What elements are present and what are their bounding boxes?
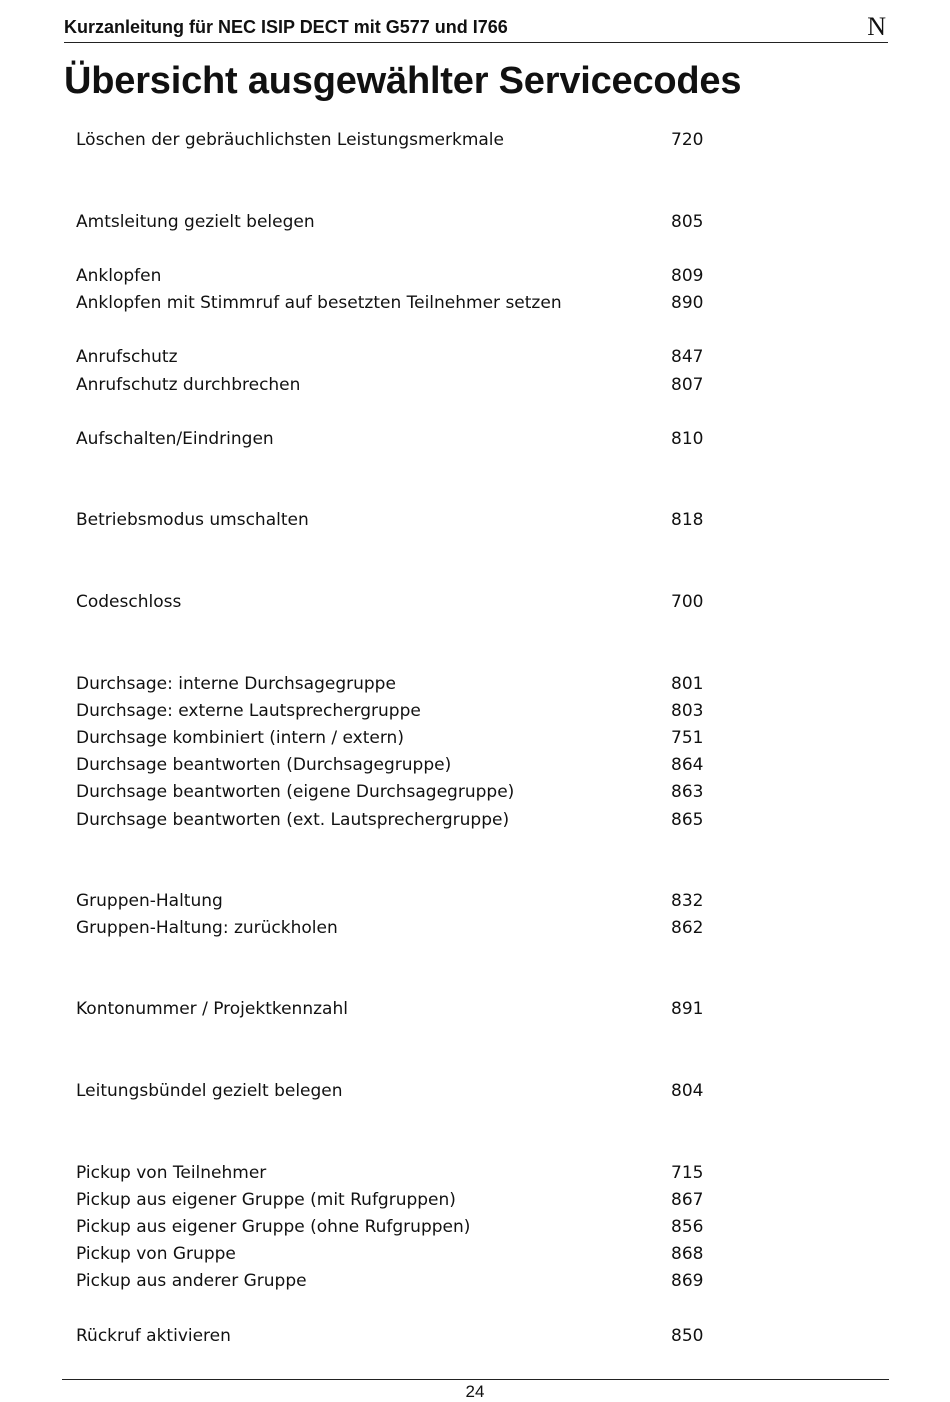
service-code-number: 809 — [671, 266, 704, 286]
service-code-label: Pickup von Teilnehmer — [76, 1163, 267, 1183]
service-code-label: Codeschloss — [76, 592, 182, 612]
service-code-number: 867 — [671, 1190, 704, 1210]
service-code-row — [76, 1268, 716, 1295]
service-code-number: 818 — [671, 510, 704, 530]
service-code-row — [76, 507, 716, 534]
service-code-number: 890 — [671, 293, 704, 313]
service-code-number: 865 — [671, 810, 704, 830]
service-code-label: Durchsage beantworten (eigene Durchsagegruppe) — [76, 782, 515, 802]
service-code-number: 804 — [671, 1081, 704, 1101]
service-code-label: Anrufschutz — [76, 347, 178, 367]
service-code-row — [76, 671, 716, 698]
service-code-label: Anklopfen — [76, 266, 162, 286]
service-code-row — [76, 344, 716, 371]
service-code-number: 891 — [671, 999, 704, 1019]
service-code-number: 832 — [671, 891, 704, 911]
service-code-row — [76, 372, 716, 399]
service-code-number: 856 — [671, 1217, 704, 1237]
service-code-label: Kontonummer / Projektkennzahl — [76, 999, 348, 1019]
service-code-number: 803 — [671, 701, 704, 721]
service-code-number: 868 — [671, 1244, 704, 1264]
nec-logo: N — [867, 12, 886, 41]
service-code-label: Rückruf aktivieren — [76, 1326, 231, 1346]
service-code-label: Durchsage kombiniert (intern / extern) — [76, 728, 404, 748]
service-code-label: Löschen der gebräuchlichsten Leistungsmerkmale — [76, 130, 504, 150]
service-code-label: Durchsage: externe Lautsprechergruppe — [76, 701, 421, 721]
service-code-label: Durchsage beantworten (Durchsagegruppe) — [76, 755, 452, 775]
service-code-number: 720 — [671, 130, 704, 150]
service-code-number: 850 — [671, 1326, 704, 1346]
service-code-label: Gruppen-Haltung: zurückholen — [76, 918, 338, 938]
service-code-label: Aufschalten/Eindringen — [76, 429, 274, 449]
service-code-number: 807 — [671, 375, 704, 395]
header-title: Kurzanleitung für NEC ISIP DECT mit G577 und I766 — [64, 17, 508, 37]
service-code-row — [76, 996, 716, 1023]
service-code-row — [76, 426, 716, 453]
service-code-label: Betriebsmodus umschalten — [76, 510, 309, 530]
service-code-row — [76, 127, 716, 154]
service-code-number: 864 — [671, 755, 704, 775]
service-code-label: Pickup aus anderer Gruppe — [76, 1271, 307, 1291]
service-code-number: 847 — [671, 347, 704, 367]
service-code-number: 862 — [671, 918, 704, 938]
service-code-number: 801 — [671, 674, 704, 694]
page-number: 24 — [465, 1382, 485, 1401]
service-code-row — [76, 1187, 716, 1214]
service-code-row — [76, 1323, 716, 1350]
service-code-row — [76, 1078, 716, 1105]
service-code-label: Pickup von Gruppe — [76, 1244, 236, 1264]
service-code-row — [76, 263, 716, 290]
service-code-row — [76, 1241, 716, 1268]
service-code-row — [76, 888, 716, 915]
service-code-number: 863 — [671, 782, 704, 802]
service-code-label: Pickup aus eigener Gruppe (mit Rufgruppen) — [76, 1190, 456, 1210]
service-code-number: 805 — [671, 212, 704, 232]
service-code-row — [76, 290, 716, 317]
service-code-row — [76, 779, 716, 806]
service-code-label: Anklopfen mit Stimmruf auf besetzten Teilnehmer setzen — [76, 293, 562, 313]
service-code-row — [76, 807, 716, 834]
service-code-label: Durchsage: interne Durchsagegruppe — [76, 674, 396, 694]
service-code-row — [76, 209, 716, 236]
service-code-number: 810 — [671, 429, 704, 449]
service-code-label: Amtsleitung gezielt belegen — [76, 212, 315, 232]
service-code-number: 869 — [671, 1271, 704, 1291]
page-title: Übersicht ausgewählter Servicecodes — [64, 60, 742, 102]
footer-divider — [62, 1379, 889, 1380]
service-code-row — [76, 1214, 716, 1241]
service-code-label: Anrufschutz durchbrechen — [76, 375, 301, 395]
service-code-row — [76, 1160, 716, 1187]
service-code-row — [76, 752, 716, 779]
service-code-number: 751 — [671, 728, 704, 748]
service-code-label: Durchsage beantworten (ext. Lautsprechergruppe) — [76, 810, 510, 830]
service-code-number: 715 — [671, 1163, 704, 1183]
service-code-row — [76, 698, 716, 725]
service-code-row — [76, 589, 716, 616]
service-code-row — [76, 725, 716, 752]
service-code-label: Leitungsbündel gezielt belegen — [76, 1081, 343, 1101]
service-code-row — [76, 915, 716, 942]
service-code-label: Gruppen-Haltung — [76, 891, 223, 911]
service-code-label: Pickup aus eigener Gruppe (ohne Rufgruppen) — [76, 1217, 471, 1237]
service-code-number: 700 — [671, 592, 704, 612]
